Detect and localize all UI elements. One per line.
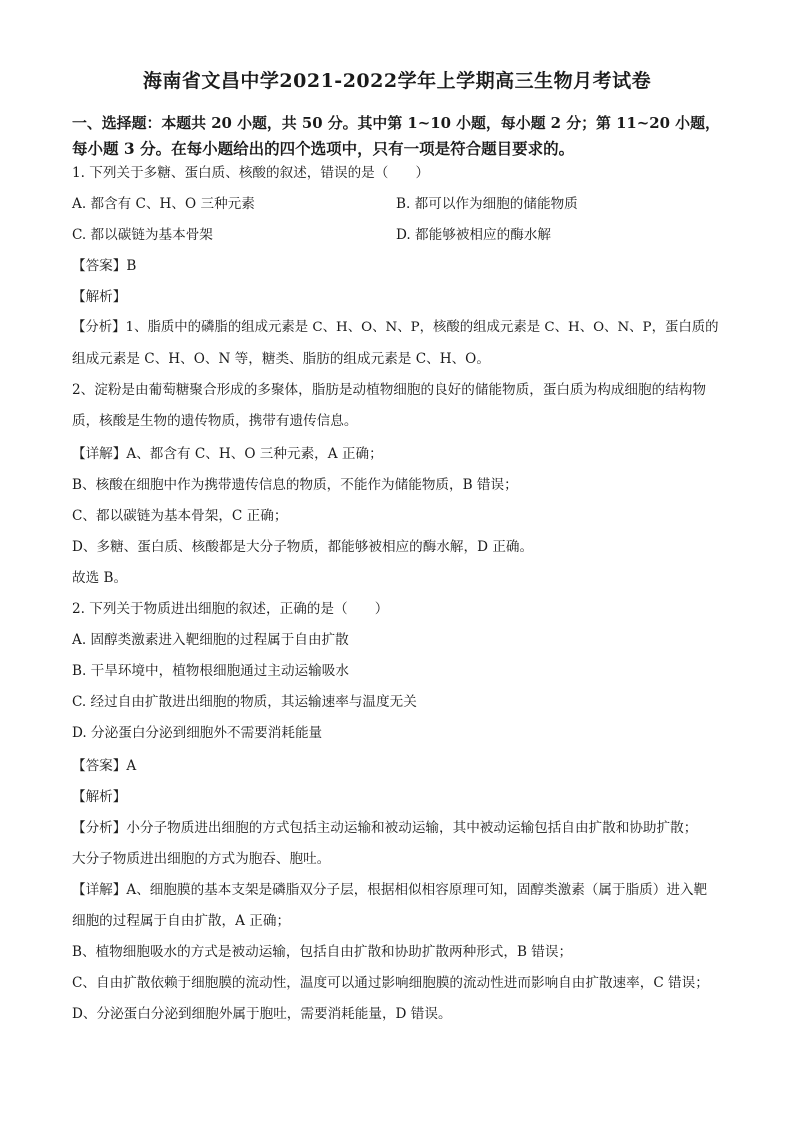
- q1-fenxi-line-1: 【分析】1、脂质中的磷脂的组成元素是 C、H、O、N、P，核酸的组成元素是 C、H、O、N、P，蛋白质的: [72, 320, 719, 335]
- section-line-2: 每小题 3 分。在每小题给出的四个选项中，只有一项是符合题目要求的。: [72, 139, 575, 158]
- q2-option-d: D. 分泌蛋白分泌到细胞外不需要消耗能量: [72, 725, 323, 741]
- section-line-1: 一、选择题：本题共 20 小题，共 50 分。其中第 1~10 小题，每小题 2 分；第 11~20 小题，: [72, 114, 720, 132]
- page-title: 海南省文昌中学2021-2022学年上学期高三生物月考试卷: [142, 70, 652, 92]
- q2-fenxi-line-2: 大分子物质进出细胞的方式为胞吞、胞吐。: [72, 851, 331, 867]
- q1-detail-a: 【详解】A、都含有 C、H、O 三种元素，A 正确；: [72, 446, 383, 462]
- q1-option-a: A. 都含有 C、H、O 三种元素: [72, 196, 255, 212]
- q1-fenxi-line-3: 2、淀粉是由葡萄糖聚合形成的多聚体，脂肪是动植物细胞的良好的储能物质，蛋白质为构成细胞的结构物: [72, 382, 706, 398]
- q2-option-b: B. 干旱环境中，植物根细胞通过主动运输吸水: [72, 663, 349, 679]
- q1-fenxi-line-4: 质，核酸是生物的遗传物质，携带有遗传信息。: [72, 413, 358, 429]
- q1-detail-c: C、都以碳链为基本骨架，C 正确；: [72, 508, 288, 524]
- q2-option-c: C. 经过自由扩散进出细胞的物质，其运输速率与温度无关: [72, 694, 417, 710]
- q1-option-d: D. 都能够被相应的酶水解: [396, 227, 551, 243]
- q2-detail-a-line-1: 【详解】A、细胞膜的基本支架是磷脂双分子层，根据相似相容原理可知，固醇类激素（属于脂质）进入靶: [72, 882, 708, 898]
- q1-option-b: B. 都可以作为细胞的储能物质: [396, 196, 578, 212]
- q2-analysis-label: 【解析】: [72, 789, 127, 805]
- q2-detail-c: C、自由扩散依赖于细胞膜的流动性，温度可以通过影响细胞膜的流动性进而影响自由扩散速率，C 错误；: [72, 975, 709, 991]
- q2-detail-b: B、植物细胞吸水的方式是被动运输，包括自由扩散和协助扩散两种形式，B 错误；: [72, 944, 573, 960]
- q1-fenxi-line-2: 组成元素是 C、H、O、N 等，糖类、脂肪的组成元素是 C、H、O。: [72, 351, 490, 367]
- q1-detail-d: D、多糖、蛋白质、核酸都是大分子物质，都能够被相应的酶水解，D 正确。: [72, 539, 534, 555]
- question-1-stem: 1. 下列关于多糖、蛋白质、核酸的叙述，错误的是（ ）: [72, 165, 430, 181]
- q2-option-a: A. 固醇类激素进入靶细胞的过程属于自由扩散: [72, 632, 349, 648]
- q2-answer: 【答案】A: [72, 758, 137, 774]
- question-2-stem: 2. 下列关于物质进出细胞的叙述，正确的是（ ）: [72, 601, 389, 617]
- q1-answer: 【答案】B: [72, 258, 137, 274]
- q1-detail-b: B、核酸在细胞中作为携带遗传信息的物质，不能作为储能物质，B 错误；: [72, 477, 518, 493]
- q1-option-c: C. 都以碳链为基本骨架: [72, 227, 213, 243]
- q2-detail-d: D、分泌蛋白分泌到细胞外属于胞吐，需要消耗能量，D 错误。: [72, 1006, 452, 1022]
- q1-conclusion: 故选 B。: [72, 570, 128, 586]
- section-instructions: [72, 110, 724, 162]
- q2-detail-a-line-2: 细胞的过程属于自由扩散，A 正确；: [72, 913, 291, 929]
- q2-fenxi-line-1: 【分析】小分子物质进出细胞的方式包括主动运输和被动运输，其中被动运输包括自由扩散和协助扩散；: [72, 820, 698, 836]
- q1-analysis-label: 【解析】: [72, 289, 127, 305]
